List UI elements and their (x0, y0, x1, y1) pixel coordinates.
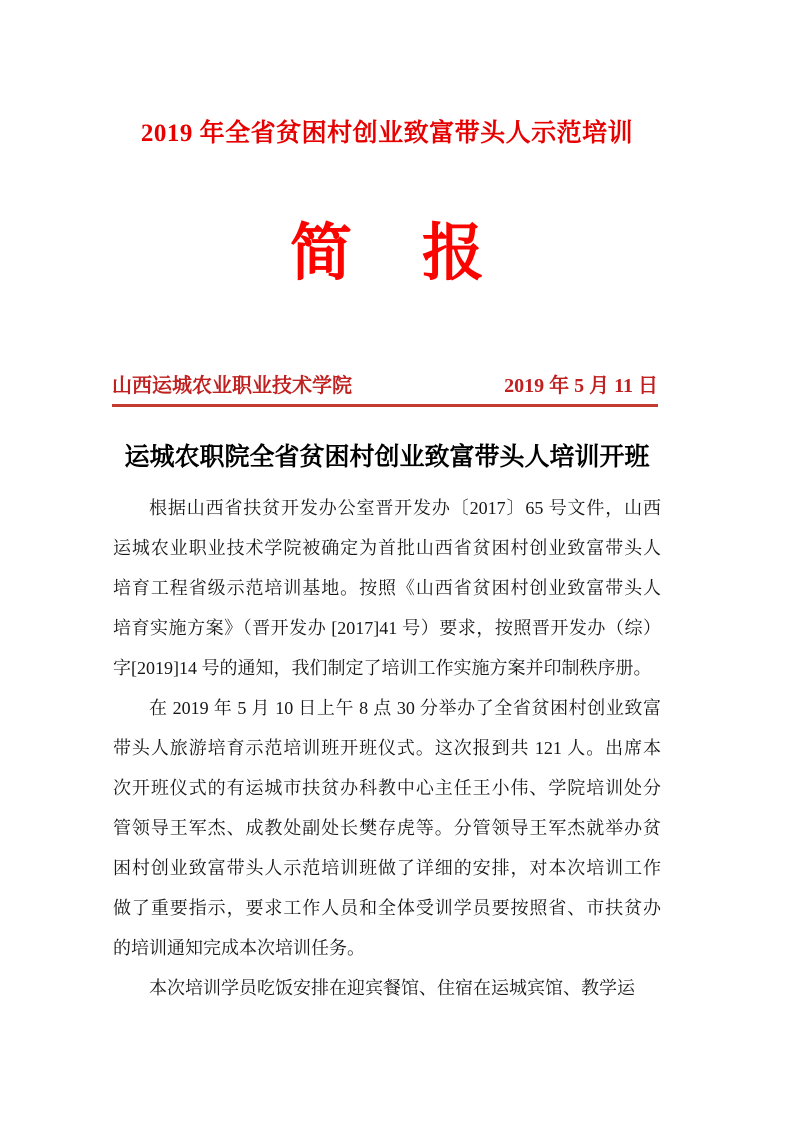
body-line: 培育工程省级示范培训基地。按照《山西省贫困村创业致富带头人 (113, 578, 661, 598)
body-line: 在 2019 年 5 月 10 日上午 8 点 30 分举办了全省贫困村创业致富 (149, 698, 661, 718)
body-line: 本次培训学员吃饭安排在迎宾餐馆、住宿在运城宾馆、教学运 (149, 978, 635, 998)
body-line: 带头人旅游培育示范培训班开班仪式。这次报到共 121 人。出席本 (113, 738, 661, 758)
masthead-char-bao: 报 (422, 219, 485, 288)
body-line: 培育实施方案》（晋开发办 [2017]41 号）要求，按照晋开发办（综） (113, 618, 661, 638)
body-line: 运城农业职业技术学院被确定为首批山西省贫困村创业致富带头人 (113, 538, 661, 558)
body-line: 管领导王军杰、成教处副处长樊存虎等。分管领导王军杰就举办贫 (113, 818, 661, 838)
byline-institution: 山西运城农业职业技术学院 (112, 375, 352, 397)
article-body (113, 488, 661, 1008)
body-line: 困村创业致富带头人示范培训班做了详细的安排，对本次培训工作 (113, 858, 661, 878)
body-line: 根据山西省扶贫开发办公室晋开发办〔2017〕65 号文件，山西 (149, 498, 661, 518)
masthead (113, 221, 661, 286)
byline-date: 2019 年 5 月 11 日 (504, 375, 658, 397)
article-headline: 运城农职院全省贫困村创业致富带头人培训开班 (124, 443, 650, 471)
body-line: 的培训通知完成本次培训任务。 (113, 938, 365, 958)
paragraph (113, 688, 661, 968)
paragraph (113, 968, 661, 1008)
doc-title: 2019 年全省贫困村创业致富带头人示范培训 (140, 120, 634, 147)
body-line: 次开班仪式的有运城市扶贫办科教中心主任王小伟、学院培训处分 (113, 778, 661, 798)
body-line: 字[2019]14 号的通知，我们制定了培训工作实施方案并印制秩序册。 (113, 658, 652, 678)
byline-rule-row (112, 369, 658, 407)
masthead-char-jian: 简 (289, 219, 352, 288)
paragraph (113, 488, 661, 688)
body-line: 做了重要指示，要求工作人员和全体受训学员要按照省、市扶贫办 (113, 898, 661, 918)
